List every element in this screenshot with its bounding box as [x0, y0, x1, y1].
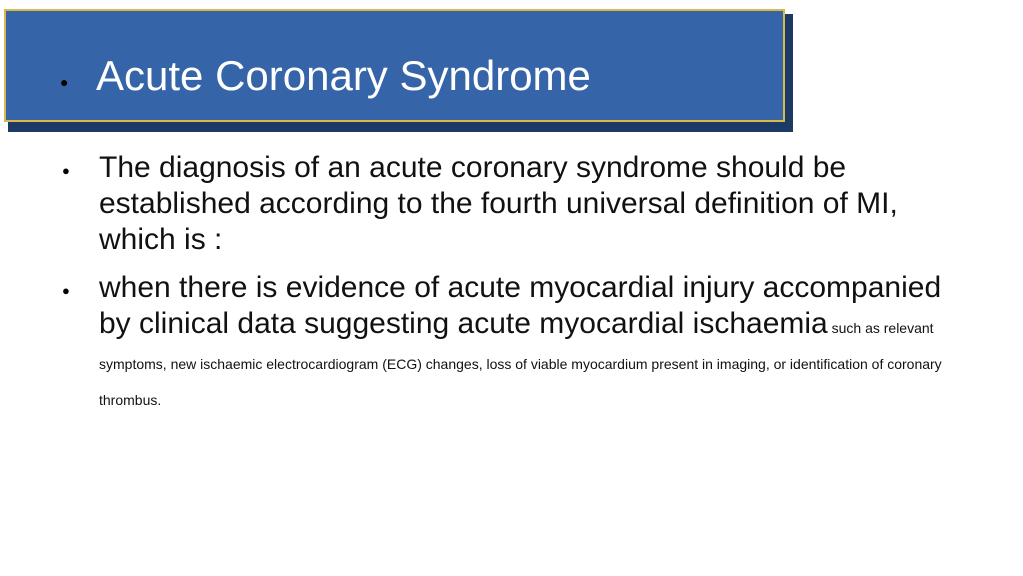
bullet-dot-icon: ● — [62, 163, 70, 178]
title-row — [60, 46, 591, 106]
bullet-item — [62, 270, 972, 414]
bullet-text: The diagnosis of an acute coronary syndrome should be established according to the fourth universal definition of MI, which is : — [99, 151, 898, 256]
slide-title: Acute Coronary Syndrome — [96, 52, 591, 99]
bullet-dot-icon: ● — [60, 74, 69, 90]
bullet-dot-icon: ● — [62, 283, 70, 298]
bullet-list — [62, 150, 972, 426]
bullet-text-group — [99, 270, 972, 414]
bullet-footnote: such as relevant symptoms, new ischaemic electrocardiogram (ECG) changes, loss of viable myocardium present in imaging, or identification of coronary thrombus. — [99, 320, 942, 408]
bullet-text: when there is evidence of acute myocardial injury accompanied by clinical data suggesting acute myocardial ischaemia — [99, 271, 942, 340]
bullet-item — [62, 150, 972, 258]
